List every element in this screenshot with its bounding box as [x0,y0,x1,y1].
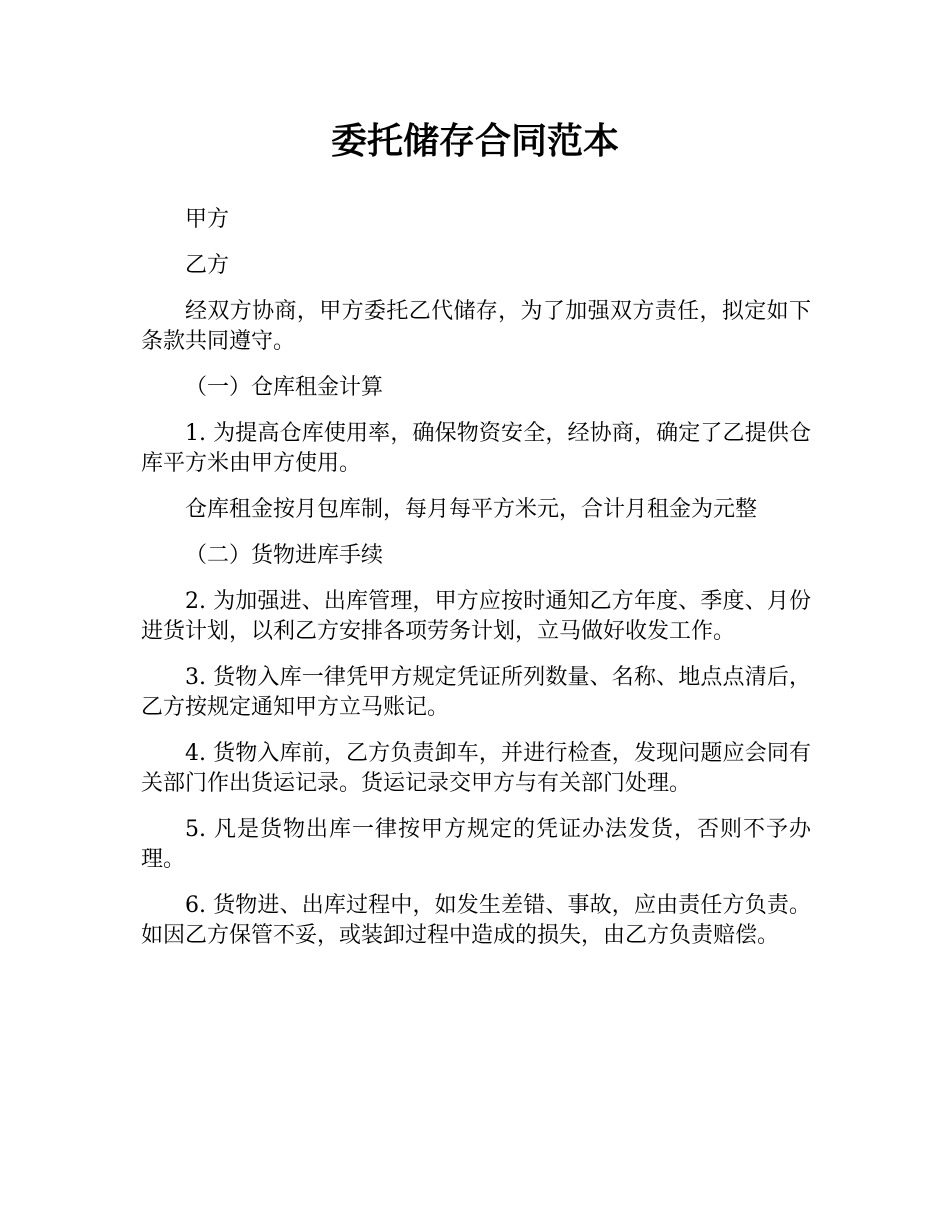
party-b-line: 乙方 [185,253,230,278]
clause-2: 2. 为加强进、出库管理，甲方应按时通知乙方年度、季度、月份进货计划，以利乙方安排各项劳务计划，立马做好收发工作。 [141,589,811,644]
document-body [141,205,811,967]
party-a-line: 甲方 [185,207,230,232]
section-heading-storage: （二）货物进库手续 [185,543,384,568]
document-title: 委托储存合同范本 [330,121,619,162]
clause-5: 5. 凡是货物出库一律按甲方规定的凭证办法发货，否则不予办理。 [141,817,811,872]
intro-paragraph: 经双方协商，甲方委托乙代储存，为了加强双方责任，拟定如下条款共同遵守。 [141,299,811,354]
clause-3: 3. 货物入库一律凭甲方规定凭证所列数量、名称、地点点清后，乙方按规定通知甲方立马账记。 [141,665,811,720]
rent-paragraph: 仓库租金按月包库制，每月每平方米元，合计月租金为元整 [185,497,758,522]
clause-1: 1. 为提高仓库使用率，确保物资安全，经协商，确定了乙提供仓库平方米由甲方使用。 [141,421,811,476]
section-heading-rent: （一）仓库租金计算 [185,375,384,400]
clause-6: 6. 货物进、出库过程中，如发生差错、事故，应由责任方负责。如因乙方保管不妥，或装卸过程中造成的损失，由乙方负责赔偿。 [141,893,811,948]
clause-4: 4. 货物入库前，乙方负责卸车，并进行检查，发现问题应会同有关部门作出货运记录。货运记录交甲方与有关部门处理。 [141,741,811,796]
